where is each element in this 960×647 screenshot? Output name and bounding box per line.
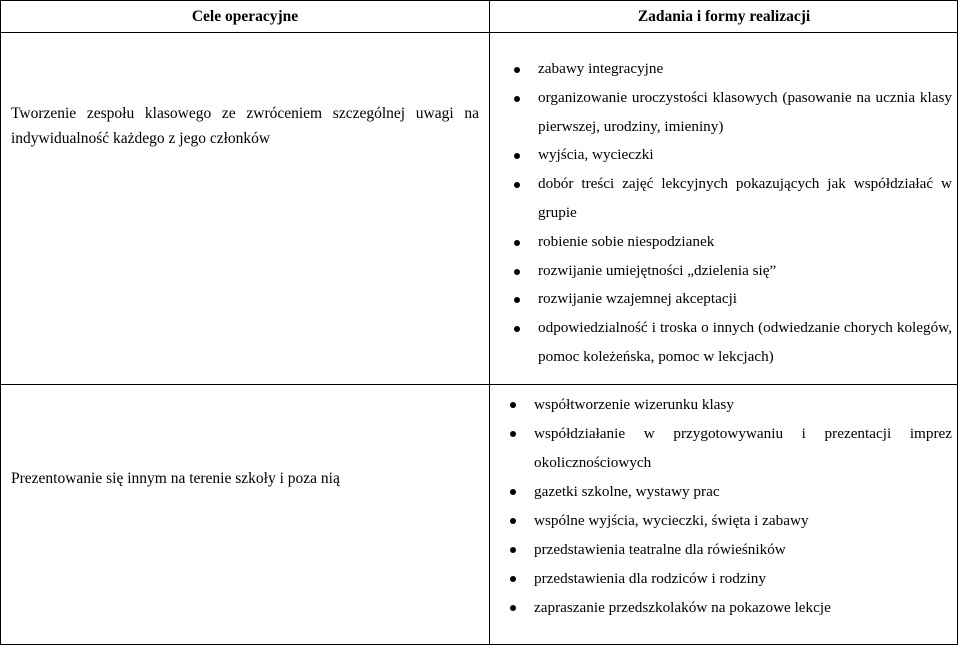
list-item	[534, 506, 952, 535]
list-item	[538, 285, 952, 314]
list-item	[538, 228, 952, 257]
bullet-icon	[510, 576, 516, 582]
bullet-icon	[510, 489, 516, 495]
task-text: współdziałanie w przygotowywaniu i prezentacji imprez okolicznościowych	[534, 425, 952, 471]
goal-cell-1: Tworzenie zespołu klasowego ze zwróceniem szczególnej uwagi na indywidualność każdego z jego członków	[11, 105, 479, 147]
task-text: przedstawienia teatralne dla rówieśników	[534, 541, 786, 558]
list-item	[538, 314, 952, 372]
bullet-icon	[510, 547, 516, 553]
task-text: robienie sobie niespodzianek	[538, 232, 715, 250]
task-text: gazetki szkolne, wystawy prac	[534, 483, 720, 500]
task-list-1	[538, 55, 952, 372]
list-item	[534, 390, 952, 419]
task-text: współtworzenie wizerunku klasy	[534, 396, 734, 413]
list-item	[538, 257, 952, 286]
task-text: wspólne wyjścia, wycieczki, święta i zabawy	[534, 512, 809, 529]
bullet-icon	[514, 297, 520, 303]
task-list-2	[534, 390, 952, 622]
list-item	[538, 55, 952, 84]
task-text: rozwijanie umiejętności „dzielenia się”	[538, 261, 777, 279]
row-divider	[1, 384, 957, 385]
task-text: przedstawienia dla rodziców i rodziny	[534, 570, 766, 587]
list-item	[534, 564, 952, 593]
task-text: zapraszanie przedszkolaków na pokazowe lekcje	[534, 599, 831, 616]
bullet-icon	[514, 240, 520, 246]
bullet-icon	[510, 605, 516, 611]
task-text: dobór treści zajęć lekcyjnych pokazujących jak współdziałać w grupie	[538, 175, 952, 221]
bullet-icon	[514, 182, 520, 188]
bullet-icon	[514, 269, 520, 275]
list-item	[538, 170, 952, 228]
bullet-icon	[514, 326, 520, 332]
task-text: zabawy integracyjne	[538, 60, 664, 77]
task-text: wyjścia, wycieczki	[538, 146, 654, 164]
header-goals	[1, 1, 489, 32]
column-divider	[489, 1, 490, 644]
goal-cell-2: Prezentowanie się innym na terenie szkoły i poza nią	[11, 470, 340, 487]
bullet-icon	[510, 431, 516, 437]
list-item	[534, 419, 952, 477]
list-item	[534, 477, 952, 506]
header-tasks-label: Zadania i formy realizacji	[637, 7, 811, 25]
list-item	[538, 84, 952, 142]
list-item	[538, 141, 952, 170]
header-tasks	[490, 1, 958, 32]
bullet-icon	[514, 96, 520, 102]
bullet-icon	[510, 518, 516, 524]
list-item	[534, 593, 952, 622]
task-text: organizowanie uroczystości klasowych (pasowanie na ucznia klasy pierwszej, urodziny, imieniny)	[538, 88, 952, 135]
header-goals-label: Cele operacyjne	[191, 7, 299, 25]
bullet-icon	[510, 402, 516, 408]
bullet-icon	[514, 153, 520, 159]
bullet-icon	[514, 67, 520, 73]
header-divider	[1, 32, 957, 33]
task-text: odpowiedzialność i troska o innych (odwiedzanie chorych kolegów, pomoc koleżeńska, pomoc w lekcjach)	[538, 319, 952, 365]
task-text: rozwijanie wzajemnej akceptacji	[538, 290, 738, 308]
list-item	[534, 535, 952, 564]
